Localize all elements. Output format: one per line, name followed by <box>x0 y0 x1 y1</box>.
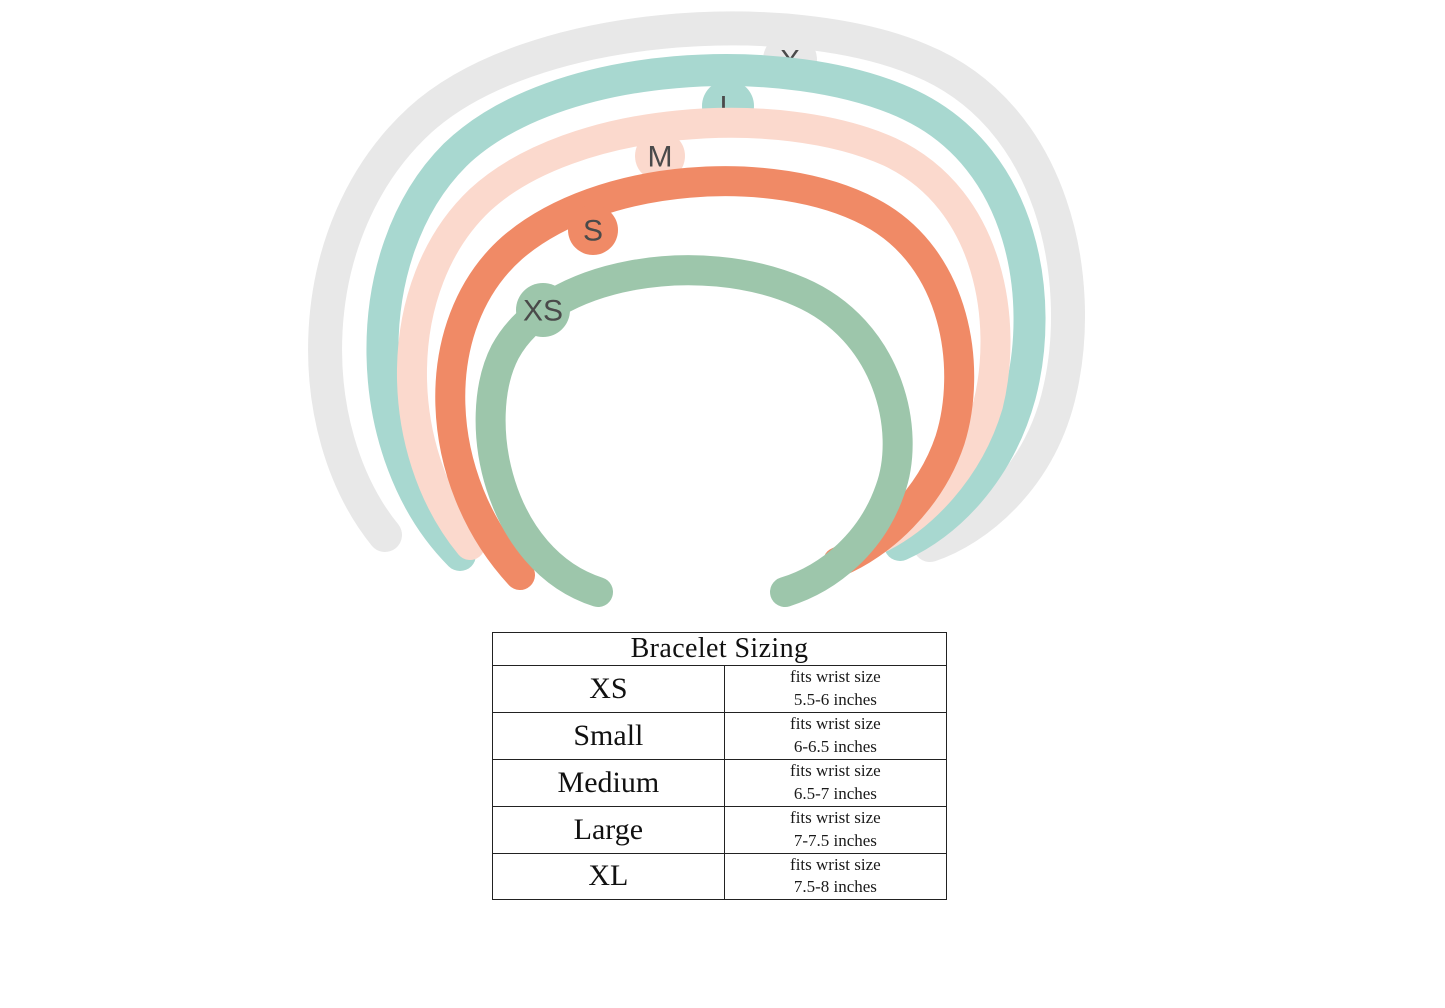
size-desc-line1: fits wrist size <box>790 667 881 686</box>
table-row <box>493 853 947 900</box>
cuff-label-s: S <box>582 214 604 248</box>
table-row <box>493 666 947 713</box>
size-label-medium: Medium <box>493 759 725 806</box>
cuff-xs <box>491 270 898 592</box>
size-label-large: Large <box>493 806 725 853</box>
size-desc-xl <box>724 853 946 900</box>
size-desc-line2: 7-7.5 inches <box>793 830 877 850</box>
table-row <box>493 712 947 759</box>
size-desc-small <box>724 712 946 759</box>
cuff-label-xs: XS <box>522 294 564 328</box>
size-desc-medium <box>724 759 946 806</box>
size-desc-line1: fits wrist size <box>790 713 881 733</box>
size-desc-large <box>724 806 946 853</box>
bracelet-sizing-table-wrap <box>492 632 947 900</box>
cuff-label-m: M <box>647 140 673 174</box>
table-title: Bracelet Sizing <box>493 633 947 666</box>
table-title-row <box>493 633 947 666</box>
cuff-label-xl: X <box>779 44 801 78</box>
table-row <box>493 806 947 853</box>
size-label-xl: XL <box>493 853 725 900</box>
size-desc-line2: 6.5-7 inches <box>793 783 877 803</box>
size-label-small: Small <box>493 712 725 759</box>
size-desc-line1: fits wrist size <box>790 807 881 827</box>
table-row <box>493 759 947 806</box>
bracelet-sizing-table <box>492 632 947 900</box>
cuff-label-l: L <box>719 90 737 124</box>
size-desc-line2: 7.5-8 inches <box>793 877 877 897</box>
size-desc-line2: 5.5-6 inches <box>793 689 877 709</box>
size-desc-line1: fits wrist size <box>790 760 881 780</box>
size-label-xs: XS <box>493 666 725 713</box>
size-desc-line1: fits wrist size <box>790 854 881 874</box>
size-desc-xs <box>724 666 946 713</box>
size-desc-line2: 6-6.5 inches <box>793 736 877 756</box>
